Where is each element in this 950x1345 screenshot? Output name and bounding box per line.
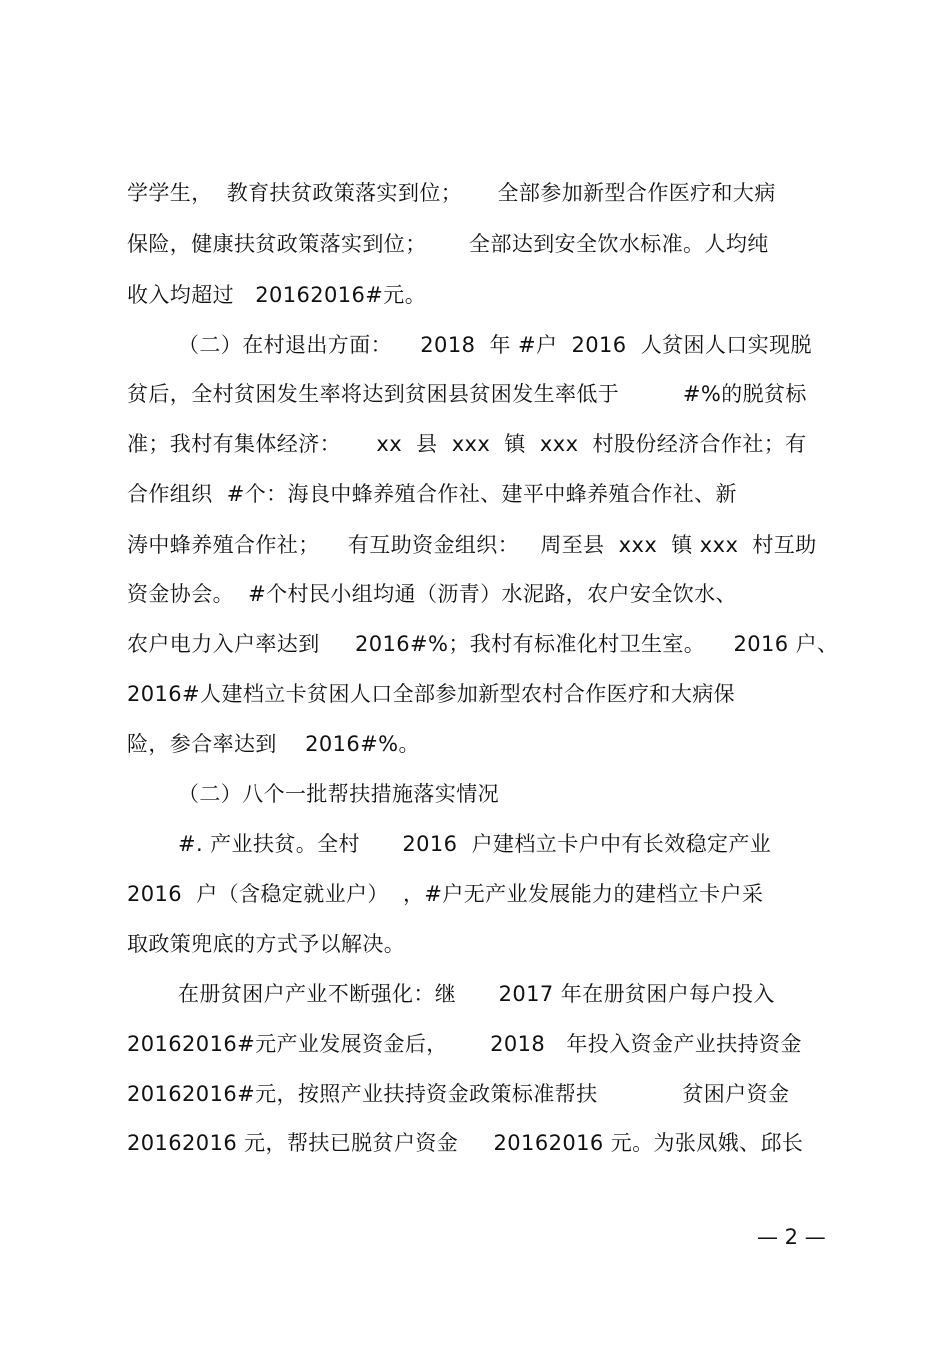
- paragraph-line: 取政策兜底的方式予以解决。: [127, 932, 406, 956]
- paragraph-line: 20162016 元，帮扶已脱贫户资金 20162016 元。为张凤娥、邱长: [127, 1131, 804, 1155]
- paragraph-line: 险，参合率达到 2016#%。: [127, 732, 420, 756]
- paragraph-line: 涛中蜂养殖合作社； 有互助资金组织： 周至县 xxx 镇 xxx 村互助: [127, 533, 817, 557]
- paragraph-line: 合作组织 #个：海良中蜂养殖合作社、建平中蜂养殖合作社、新: [127, 482, 737, 506]
- paragraph-line: #. 产业扶贫。全村 2016 户建档立卡户中有长效稳定产业: [178, 832, 772, 856]
- paragraph-line: 20162016#元，按照产业扶持资金政策标准帮扶 贫困户资金: [127, 1082, 790, 1106]
- paragraph-line: 资金协会。 #个村民小组均通（沥青）水泥路，农户安全饮水、: [127, 582, 737, 606]
- paragraph-line: 准；我村有集体经济： xx 县 xxx 镇 xxx 村股份经济合作社；有: [127, 432, 807, 456]
- paragraph-line: （二）在村退出方面： 2018 年 #户 2016 人贫困人口实现脱: [178, 333, 812, 357]
- paragraph-line: 2016 户（含稳定就业户） ，#户无产业发展能力的建档立卡户采: [127, 882, 764, 906]
- section-heading: （二）八个一批帮扶措施落实情况: [178, 782, 499, 806]
- paragraph-line: 保险，健康扶贫政策落实到位； 全部达到安全饮水标准。人均纯: [127, 232, 769, 256]
- paragraph-line: 2016#人建档立卡贫困人口全部参加新型农村合作医疗和大病保: [127, 682, 736, 706]
- paragraph-line: 在册贫困户产业不断强化：继 2017 年在册贫困户每户投入: [178, 982, 775, 1006]
- paragraph-line: 贫后，全村贫困发生率将达到贫困县贫困发生率低于 #%的脱贫标: [127, 382, 807, 406]
- paragraph-line: 农户电力入户率达到 2016#%；我村有标准化村卫生室。 2016 户、: [127, 632, 839, 656]
- paragraph-line: 学学生， 教育扶贫政策落实到位； 全部参加新型合作医疗和大病: [127, 181, 776, 205]
- paragraph-line: 20162016#元产业发展资金后， 2018 年投入资金产业扶持资金: [127, 1032, 802, 1056]
- paragraph-line: 收入均超过 20162016#元。: [127, 283, 427, 307]
- page-number: — 2 —: [757, 1225, 826, 1249]
